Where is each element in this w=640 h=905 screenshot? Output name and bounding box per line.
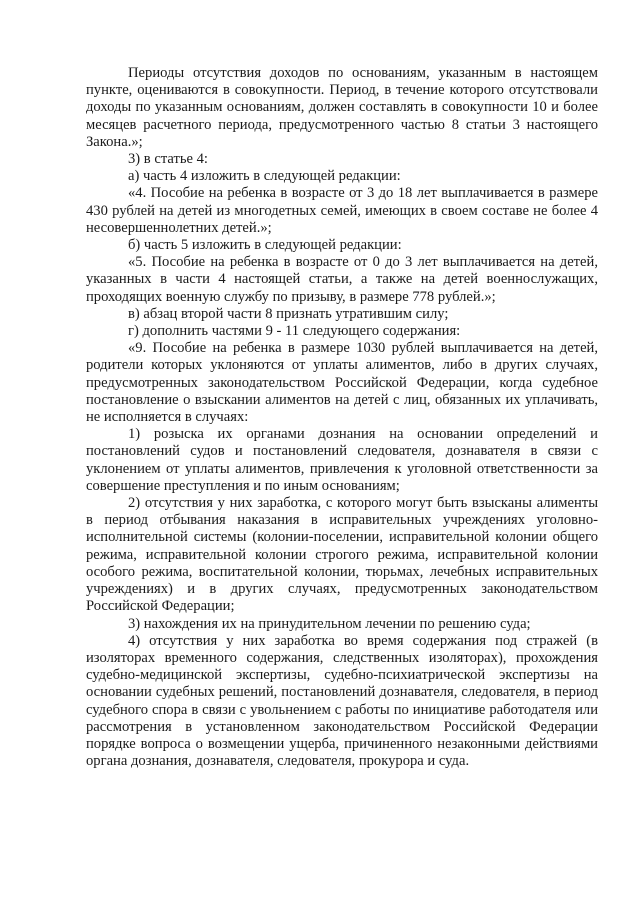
paragraph: «4. Пособие на ребенка в возрасте от 3 до 18 лет выплачивается в размере 430 рублей на детей из многодетных семей, имеющих в своем составе не более 4 несовершеннолетних детей.»; — [86, 185, 598, 236]
paragraph: 1) розыска их органами дознания на основании определений и постановлений судов и постановлений следователя, дознавателя в связи с уклонением от уплаты алиментов, привлечения к уголовной ответственности за совершение преступления и по иным основаниям; — [86, 426, 598, 494]
paragraph: 4) отсутствия у них заработка во время содержания под стражей (в изоляторах временного содержания, следственных изоляторах), прохождения судебно-медицинской экспертизы, судебно-психиатрической экспертизы на основании судебных решений, постановлений дознавателя, следователя, в период судебного спора в связи с увольнением с работы по инициативе работодателя или рассмотрения в установленном законодательством Российской Федерации порядке вопроса о возмещении ущерба, причиненного незаконными действиями органа дознания, дознавателя, следователя, прокурора и суда. — [86, 632, 598, 770]
paragraph: г) дополнить частями 9 - 11 следующего содержания: — [128, 323, 461, 340]
paragraph: 2) отсутствия у них заработка, с которого могут быть взысканы алименты в период отбывания наказания в исправительных учреждениях уголовно-исполнительной системы (колонии-поселении, исправительной колонии общего режима, исправительной колонии строгого режима, исправительной колонии особого режима, воспитательной колонии, тюрьмах, лечебных исправительных учреждениях) и в других случаях, предусмотренных законодательством Российской Федерации; — [86, 495, 598, 615]
paragraph: «9. Пособие на ребенка в размере 1030 рублей выплачивается на детей, родители которых уклоняются от уплаты алиментов, либо в других случаях, предусмотренных законодательством Российской Федерации, когда судебное постановление о взыскании алиментов на детей с лиц, обязанных их уплачивать, не исполняется в случаях: — [86, 340, 598, 426]
document-body — [86, 65, 598, 770]
paragraph: а) часть 4 изложить в следующей редакции: — [128, 168, 401, 185]
paragraph: «5. Пособие на ребенка в возрасте от 0 до 3 лет выплачивается на детей, указанных в части 4 настоящей статьи, а также на детей военнослужащих, проходящих военную службу по призыву, в размере 778 рублей.»; — [86, 254, 598, 305]
paragraph: в) абзац второй части 8 признать утратившим силу; — [128, 305, 449, 322]
paragraph: б) часть 5 изложить в следующей редакции: — [128, 237, 402, 254]
paragraph: Периоды отсутствия доходов по основаниям, указанным в настоящем пункте, оцениваются в совокупности. Период, в течение которого отсутствовали доходы по указанным основаниям, должен составлять в совокупности 10 и более месяцев расчетного периода, предусмотренного частью 8 статьи 3 настоящего Закона.»; — [86, 65, 598, 150]
paragraph: 3) в статье 4: — [128, 151, 208, 168]
paragraph: 3) нахождения их на принудительном лечении по решению суда; — [128, 615, 531, 632]
